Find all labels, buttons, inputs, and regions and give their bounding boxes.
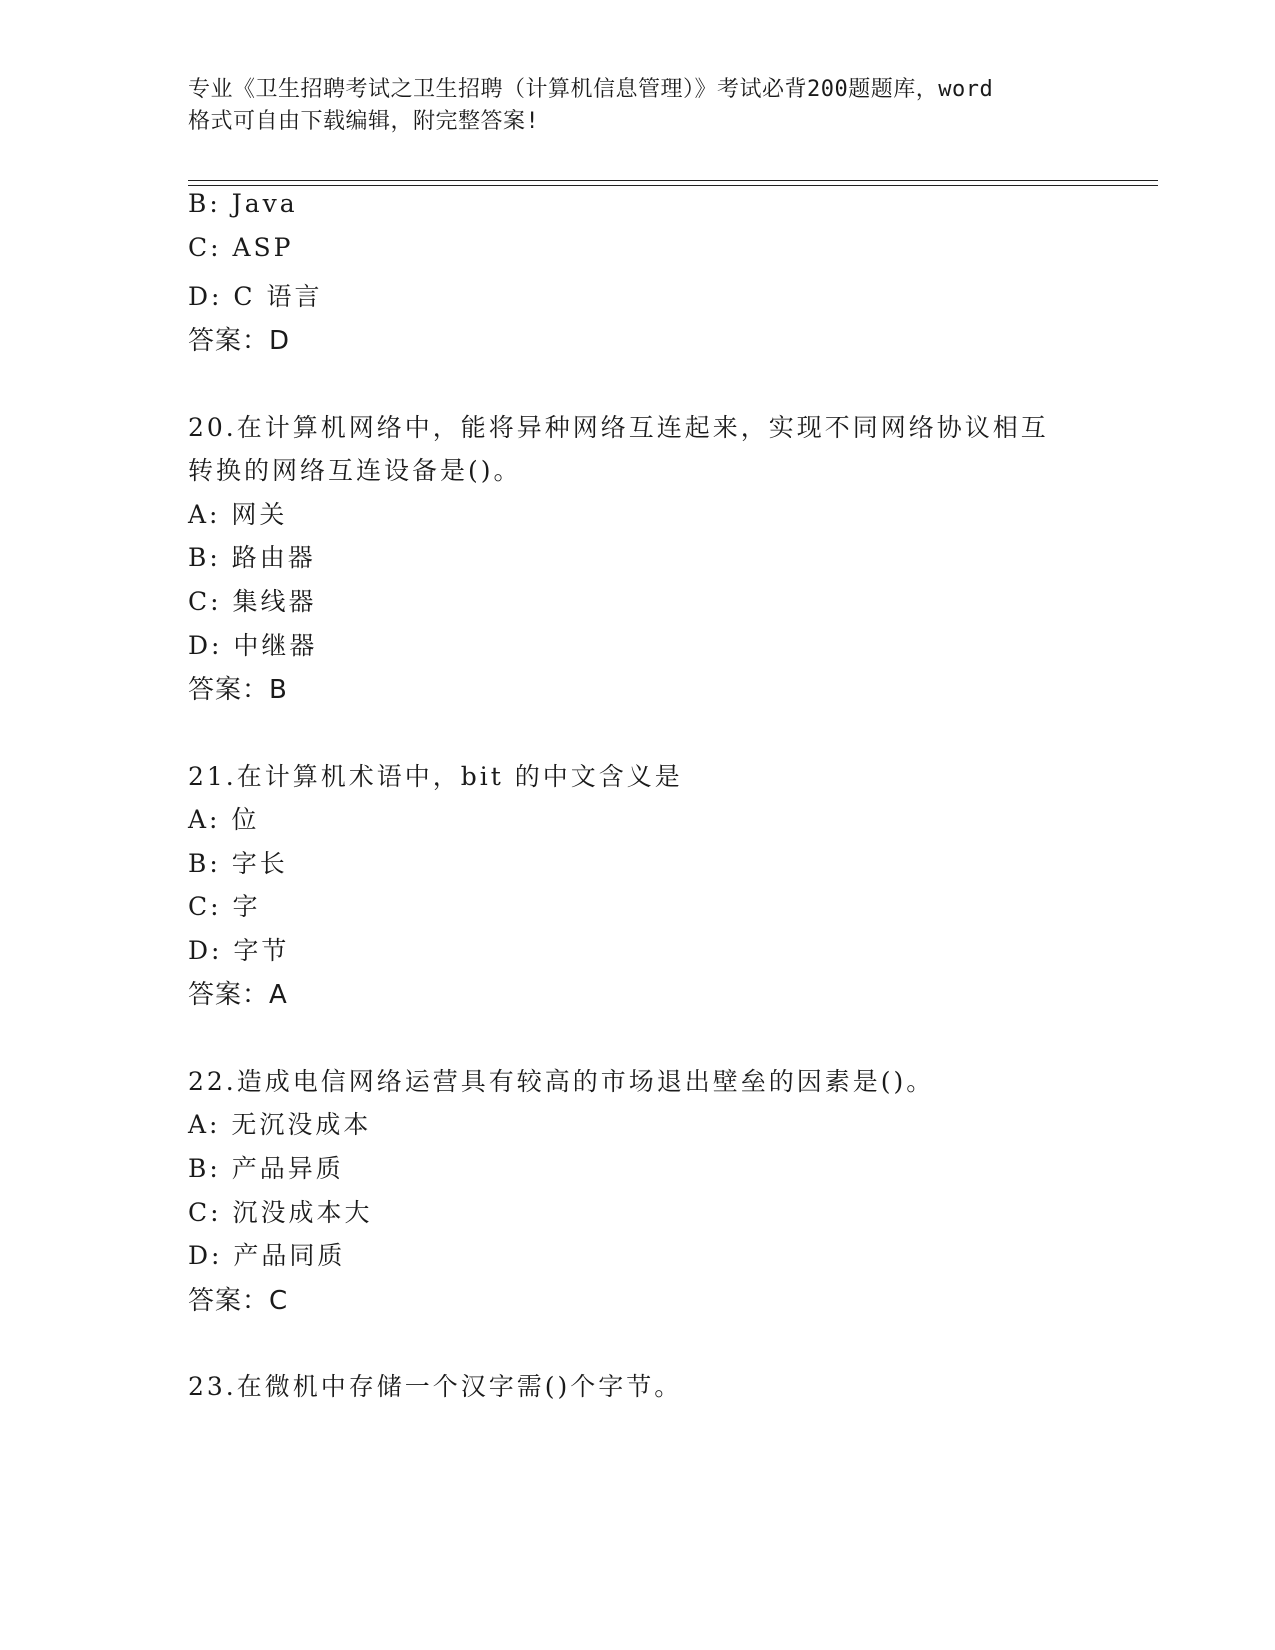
option-c: C: 沉没成本大 bbox=[188, 1198, 373, 1227]
header-line-1: 专业《卫生招聘考试之卫生招聘（计算机信息管理）》考试必背200题题库，word bbox=[188, 77, 994, 102]
option-d: D: 字节 bbox=[188, 936, 290, 965]
option-d: D: C 语言 bbox=[188, 282, 323, 311]
option-d: D: 中继器 bbox=[188, 631, 318, 660]
option-b: B: 字长 bbox=[188, 849, 288, 878]
answer-line: 答案：D bbox=[188, 326, 291, 356]
option-b: B: Java bbox=[188, 189, 298, 218]
header-divider-bottom bbox=[188, 185, 1158, 186]
option-c: C: ASP bbox=[188, 233, 294, 262]
option-a: A: 位 bbox=[188, 805, 260, 834]
answer-line: 答案：A bbox=[188, 980, 288, 1010]
option-b: B: 产品异质 bbox=[188, 1154, 344, 1183]
option-d: D: 产品同质 bbox=[188, 1241, 346, 1270]
question-stem: 转换的网络互连设备是()。 bbox=[188, 456, 522, 485]
option-c: C: 字 bbox=[188, 892, 261, 921]
question-stem: 22.造成电信网络运营具有较高的市场退出壁垒的因素是()。 bbox=[188, 1067, 935, 1096]
question-stem: 20.在计算机网络中，能将异种网络互连起来，实现不同网络协议相互 bbox=[188, 413, 1049, 442]
answer-line: 答案：C bbox=[188, 1286, 289, 1316]
header-line-2: 格式可自由下载编辑，附完整答案! bbox=[188, 109, 540, 134]
option-c: C: 集线器 bbox=[188, 587, 317, 616]
answer-line: 答案：B bbox=[188, 675, 288, 705]
question-stem: 21.在计算机术语中，bit 的中文含义是 bbox=[188, 762, 683, 791]
option-a: A: 无沉没成本 bbox=[188, 1110, 372, 1139]
question-stem: 23.在微机中存储一个汉字需()个字节。 bbox=[188, 1372, 683, 1401]
option-b: B: 路由器 bbox=[188, 543, 316, 572]
header-divider-top bbox=[188, 180, 1158, 181]
option-a: A: 网关 bbox=[188, 500, 288, 529]
page-header bbox=[188, 74, 1088, 138]
